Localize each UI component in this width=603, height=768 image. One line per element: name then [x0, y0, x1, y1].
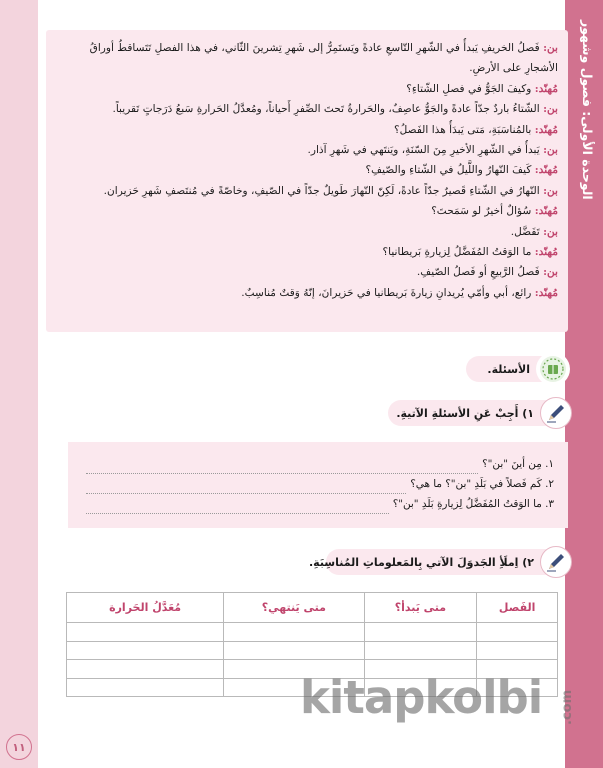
dialogue-text: فَصلُ الرَّبيعِ أو فَصلُ الصّيفِ. — [416, 266, 540, 279]
watermark-suffix: .com — [560, 689, 575, 725]
column-header: مُعَدَّلُ الحَرارة — [67, 593, 224, 623]
unit-title: الوحدة الأولى: فصول وشهور — [580, 20, 595, 200]
dialogue-text: الشّتاءُ باردٌ جدّاً عادةً والجَوُّ عاصِفٌ، والحَرارةُ تَحتَ الصِّفرِ أَحياناً، ومُعدَّلُ الحَرارةِ سَبعُ دَرَجاتٍ تَقريباً. — [112, 103, 540, 116]
table-cell[interactable] — [364, 623, 477, 642]
speaker-label: بن: — [543, 103, 558, 116]
unit-sidebar — [565, 0, 603, 768]
answer-line[interactable] — [86, 460, 478, 474]
table-cell[interactable] — [364, 641, 477, 660]
column-header: متى يَنتهي؟ — [224, 593, 364, 623]
speaker-label: بن: — [543, 42, 558, 54]
table-cell[interactable] — [224, 623, 364, 642]
dialogue-text: يَبدأُ في الشّهرِ الأخيرِ مِنَ السّنَةِ، ويَنتَهي في شَهرِ آذار. — [307, 144, 540, 157]
table-cell[interactable] — [67, 623, 224, 642]
dialogue-text: وكيفَ الجَوُّ في فصلِ الشّتاءِ؟ — [406, 82, 532, 95]
dialogue-text: كَيفَ النّهارُ واللَّيلُ في الشّتاءِ والصّيفِ؟ — [365, 164, 532, 177]
answer-line[interactable] — [86, 500, 389, 514]
table-cell[interactable] — [477, 623, 558, 642]
table-cell[interactable] — [67, 660, 224, 679]
dialogue-line — [56, 120, 558, 140]
question-text: ١. مِن أينَ "بن"؟ — [482, 458, 554, 470]
table-header-row — [67, 593, 558, 623]
dialogue-text: بالمُناسَبَةِ، مَتى يَبدَأُ هذا الفَصلُ؟ — [393, 123, 532, 136]
dialogue-line — [56, 181, 558, 201]
table-cell[interactable] — [477, 641, 558, 660]
dialogue-line — [56, 160, 558, 180]
speaker-label: مُهنّد: — [534, 246, 558, 259]
column-header: متى يَبدأ؟ — [364, 593, 477, 623]
table-row — [67, 641, 558, 660]
questions-header — [466, 356, 556, 382]
dialogue-line — [56, 222, 558, 242]
speaker-label: مُهنّد: — [534, 205, 558, 218]
dialogue-line — [56, 201, 558, 221]
dialogue-line — [56, 99, 558, 119]
dialogue-line — [56, 262, 558, 282]
dialogue-text: النّهارُ في الشّتاءِ قَصيرٌ جدّاً عادةً، لَكِنّ النّهارَ طَويلٌ جدّاً في الصّيفِ، وخاصّةً في مُنتَصفِ شَهرِ حَزيران. — [103, 184, 540, 197]
task2-header-text: ٢) اِملَأِ الجَدوَلَ الآتي بِالمَعلوماتِ المُناسِبَةِ. — [308, 555, 534, 569]
dialogue-text: تَفَضَّل. — [510, 225, 540, 238]
watermark — [300, 665, 575, 740]
speaker-label: بن: — [543, 266, 558, 279]
speaker-label: مُهنّد: — [534, 286, 558, 299]
dialogue-text: سُؤالٌ أخيرٌ لو سَمَحتَ؟ — [431, 205, 532, 218]
speaker-label: بن: — [543, 144, 558, 157]
questions-box — [68, 442, 568, 528]
page-number: ١١ — [6, 734, 32, 760]
speaker-label: بن: — [543, 225, 558, 238]
dialogue-line — [56, 242, 558, 262]
speaker-label: مُهنّد: — [534, 164, 558, 177]
dialogue-line — [56, 283, 558, 303]
question-text: ٢. كَم فَصلاً في بَلَدِ "بن"؟ ما هي؟ — [410, 478, 554, 490]
question-item — [82, 454, 554, 474]
table-row — [67, 623, 558, 642]
dialogue-text: ما الوَقتُ المُفَضَّلُ لِزيارةِ بَريطانيا؟ — [382, 246, 532, 259]
question-item — [82, 494, 554, 514]
dialogue-text: رائع، أبي وأمّي يُريدانِ زيارةَ بَريطانيا في حَزيرانَ، إنّهُ وَقتٌ مُناسِبٌ. — [241, 286, 532, 299]
task1-header-text: ١) أَجِبْ عَنِ الأسئلةِ الآتيةِ. — [396, 406, 534, 420]
left-margin-strip — [0, 0, 38, 768]
answer-line[interactable] — [86, 480, 406, 494]
dialogue-box — [46, 30, 568, 332]
task2-header — [308, 549, 560, 575]
speaker-label: مُهنّد: — [534, 82, 558, 95]
dialogue-line — [56, 38, 558, 79]
task1-header — [388, 400, 560, 426]
table-cell[interactable] — [67, 678, 224, 697]
book-icon — [536, 352, 570, 386]
watermark-text: kitapkolbi — [300, 671, 543, 724]
table-cell[interactable] — [224, 641, 364, 660]
questions-header-text: الأسئلة. — [487, 362, 530, 376]
pencil-icon — [540, 397, 572, 429]
column-header: الفَصل — [477, 593, 558, 623]
pencil-icon — [540, 546, 572, 578]
question-item — [82, 474, 554, 494]
dialogue-line — [56, 79, 558, 99]
table-cell[interactable] — [67, 641, 224, 660]
dialogue-text: فَصلُ الخريفِ يَبدأُ في الشّهرِ التّاسعِ عادةً ويَستَمِرُّ إلى شَهرِ تِشرينَ الثّاني، في هذا الفصلِ تَتَساقطُ أوراقُ الأشجارِ على الأرضِ. — [89, 42, 558, 75]
question-text: ٣. ما الوَقتُ المُفَضَّلُ لِزيارةِ بَلَدِ "بن"؟ — [392, 498, 554, 510]
speaker-label: بن: — [543, 184, 558, 197]
dialogue-line — [56, 140, 558, 160]
speaker-label: مُهنّد: — [534, 123, 558, 136]
